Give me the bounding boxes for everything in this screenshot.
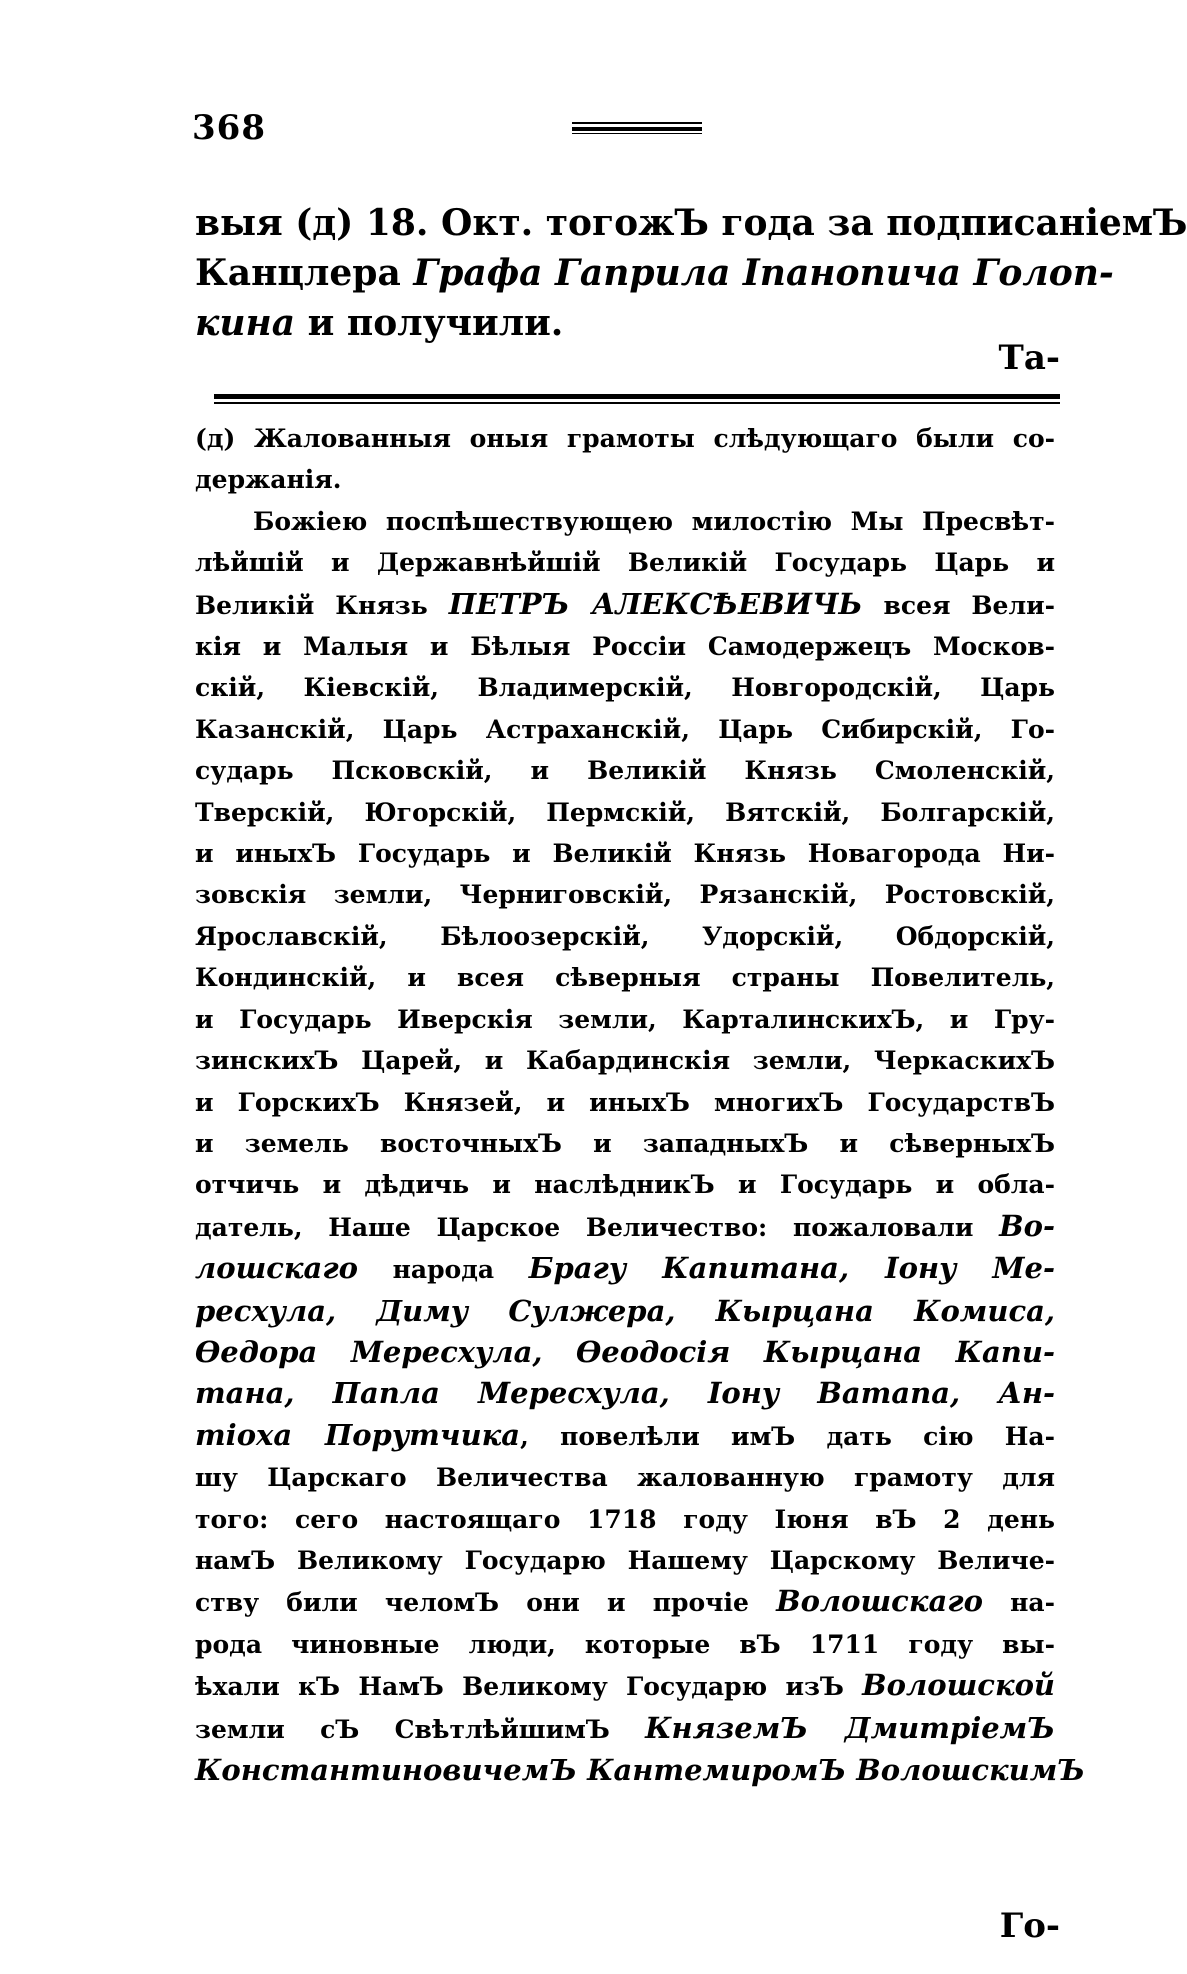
page-header — [192, 108, 1072, 158]
footnote-line: земли сЪ СвѣтлѣйшимЪ КняземЪ ДмитріемЪ — [195, 1710, 1055, 1745]
emphasis-text: Графа Гаприла Іпанопича Голоп- — [413, 252, 1114, 294]
footnote-line: Ярославскій, Бѣлоозерскій, Удорскій, Обдорскій, — [195, 921, 1055, 951]
footnote-line: зовскія земли, Черниговскій, Рязанскій, Ростовскій, — [195, 880, 1055, 910]
catchword: Го- — [999, 1906, 1060, 1946]
header-ornament — [572, 122, 702, 134]
footnote — [195, 418, 1086, 1791]
footnote-line: сударь Псковскій, и Великій Князь Смоленскій, — [195, 756, 1055, 786]
emphasis-text: лошскаго — [195, 1251, 358, 1286]
footnote-line: ѣхали кЪ НамЪ Великому Государю изЪ Волошской — [195, 1668, 1055, 1703]
footnote-line: Ѳедора Мересхула, Ѳеодосія Кырцана Капи- — [195, 1334, 1055, 1369]
emphasis-text: КняземЪ ДмитріемЪ — [645, 1710, 1055, 1745]
emphasis-text: Волошской — [862, 1668, 1055, 1703]
emphasis-text: Во- — [999, 1208, 1055, 1243]
footnote-line: и Государь Иверскія земли, КарталинскихЪ, и Гру- — [195, 1004, 1055, 1034]
footnote-line: рода чиновные люди, которые вЪ 1711 году вы- — [195, 1629, 1055, 1659]
main-line: выя (д) 18. Окт. тогожЪ года за подписаніемЪ — [195, 202, 1187, 244]
footnote-line: и земель восточныхЪ и западныхЪ и сѣверныхЪ — [195, 1128, 1055, 1158]
footnote-line: держанія. — [195, 465, 342, 495]
footnote-line: Тверскій, Югорскій, Пермскій, Вятскій, Болгарскій, — [195, 797, 1055, 827]
emphasis-text: Брагу Капитана, Іону Ме- — [528, 1251, 1056, 1286]
footnote-line: лошскаго народа Брагу Капитана, Іону Ме- — [195, 1251, 1056, 1286]
footnote-line: и иныхЪ Государь и Великій Князь Новагорода Ни- — [195, 839, 1055, 869]
footnote-line: скій, Кіевскій, Владимерскій, Новгородскій, Царь — [195, 673, 1055, 703]
footnote-line: Великій Князь ПЕТРЪ АЛЕКСѢЕВИЧЬ всея Вели- — [195, 586, 1056, 621]
footnote-line: ресхула, Диму Сулжера, Кырцана Комиса, — [195, 1293, 1055, 1328]
footnote-line: Божіею поспѣшествующею милостію Мы Пресвѣт- — [253, 506, 1055, 536]
tsar-name: ПЕТРЪ АЛЕКСѢЕВИЧЬ — [448, 586, 863, 621]
footnote-line: и ГорскихЪ Князей, и иныхЪ многихЪ ГосударствЪ — [195, 1087, 1055, 1117]
footnote-line: КонстантиновичемЪ КантемиромЪ ВолошскимЪ — [195, 1753, 1086, 1787]
footnote-line: кія и Малыя и Бѣлыя Россіи Самодержецъ Москов- — [195, 632, 1055, 662]
emphasis-text: тіоха Порутчика — [195, 1417, 521, 1452]
footnote-line: шу Царскаго Величества жалованную грамоту для — [195, 1463, 1055, 1493]
footnote-line: датель, Наше Царское Величество: пожаловали Во- — [195, 1208, 1055, 1243]
emphasis-text: Волошскаго — [776, 1584, 983, 1619]
footnote-line: отчичь и дѣдичь и наслѣдникЪ и Государь и обла- — [195, 1170, 1055, 1200]
footnote-line: ству били челомЪ они и прочіе Волошскаго на- — [195, 1584, 1056, 1619]
footnote-line: лѣйшій и Державнѣйшій Великій Государь Царь и — [195, 548, 1055, 578]
emphasis-text: кина — [195, 302, 296, 344]
footnote-line: Кондинскій, и всея сѣверныя страны Повелитель, — [195, 963, 1055, 993]
footnote-line: тіоха Порутчика, повелѣли имЪ дать сію На- — [195, 1417, 1055, 1452]
page-number: 368 — [192, 108, 266, 148]
catchword: Та- — [998, 338, 1060, 378]
footnote-line: зинскихЪ Царей, и Кабардинскія земли, ЧеркаскихЪ — [195, 1046, 1055, 1076]
footnote-line: тана, Папла Мересхула, Іону Ватапа, Ан- — [195, 1376, 1055, 1411]
footnote-line: Казанскій, Царь Астраханскій, Царь Сибирскій, Го- — [195, 714, 1055, 744]
main-line: кина и получили. — [195, 302, 564, 344]
footnote-line: того: сего настоящаго 1718 году Іюня вЪ 2 день — [195, 1504, 1055, 1534]
footnote-line: намЪ Великому Государю Нашему Царскому Величе- — [195, 1545, 1055, 1575]
main-line: Канцлера Графа Гаприла Іпанопича Голоп- — [195, 252, 1114, 294]
main-text — [195, 198, 1187, 348]
footnote-separator — [214, 394, 1060, 406]
footnote-line: (д) Жалованныя оныя грамоты слѣдующаго были со- — [195, 424, 1055, 453]
